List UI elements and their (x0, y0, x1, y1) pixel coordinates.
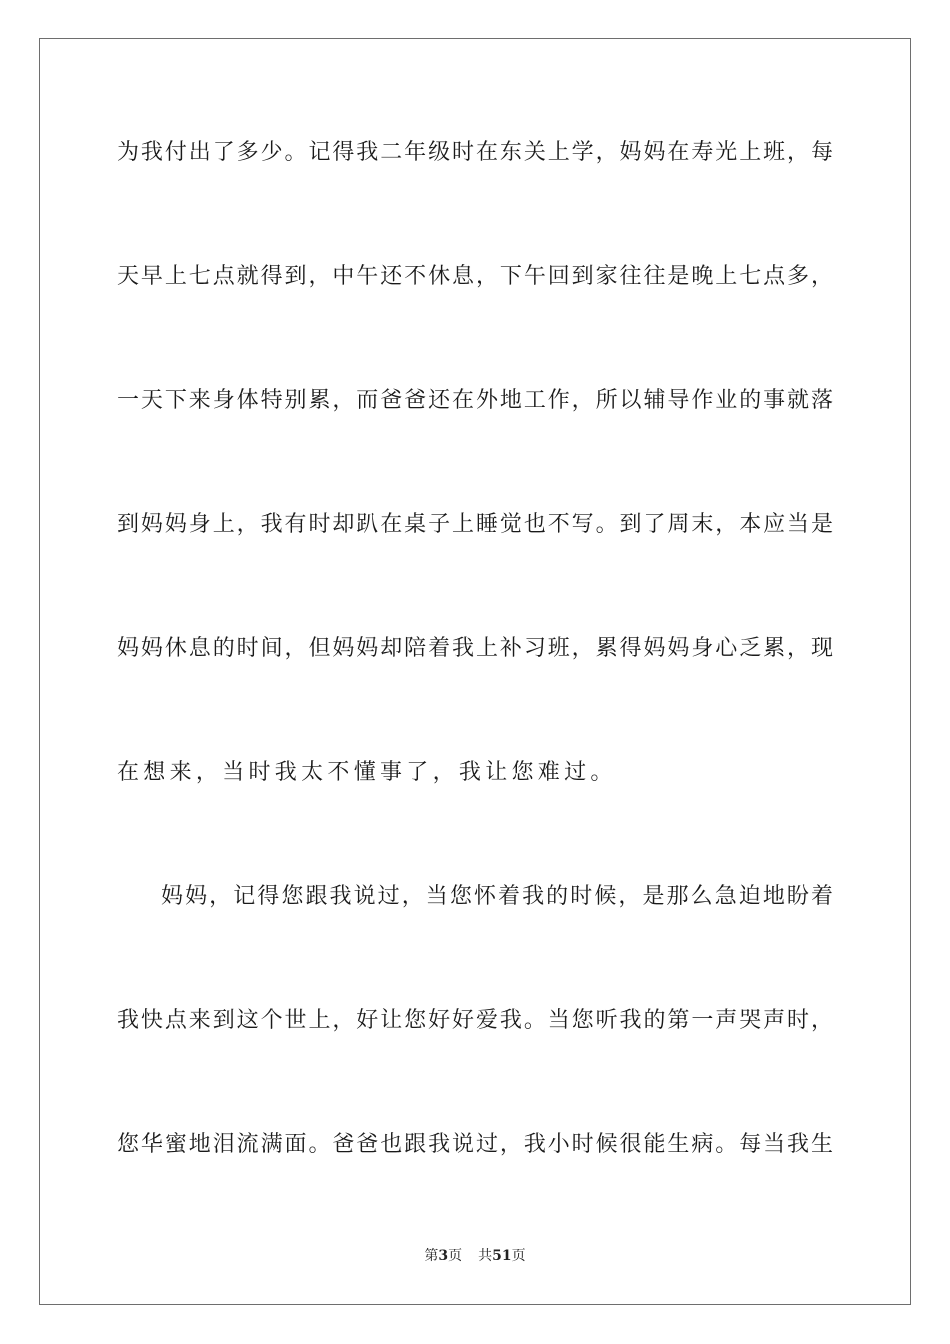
text-line-3: 一天下来身体特别累，而爸爸还在外地工作，所以辅导作业的事就落 (117, 388, 833, 413)
text-line-1: 为我付出了多少。记得我二年级时在东关上学，妈妈在寿光上班，每 (117, 140, 833, 165)
total-page-count: 51 (492, 1248, 512, 1264)
text-line-8: 我快点来到这个世上，好让您好好爱我。当您听我的第一声哭声时， (117, 1008, 833, 1033)
text-line-5: 妈妈休息的时间，但妈妈却陪着我上补习班，累得妈妈身心乏累，现 (117, 636, 833, 661)
text-line-9: 您华蜜地泪流满面。爸爸也跟我说过，我小时候很能生病。每当我生 (117, 1132, 833, 1157)
paragraph-start-line: 妈妈，记得您跟我说过，当您怀着我的时候，是那么急迫地盼着 (161, 884, 833, 909)
page-suffix: 页 (448, 1248, 463, 1264)
text-line-2: 天早上七点就得到，中午还不休息，下午回到家往往是晚上七点多， (117, 264, 833, 289)
page-footer (0, 1246, 950, 1266)
total-prefix: 共 (478, 1248, 493, 1264)
page-prefix: 第 (424, 1248, 439, 1264)
page-border (39, 38, 911, 1305)
text-line-4: 到妈妈身上，我有时却趴在桌子上睡觉也不写。到了周末，本应当是 (117, 512, 833, 537)
total-suffix: 页 (511, 1248, 526, 1264)
current-page-number: 3 (438, 1248, 449, 1264)
text-line-6: 在想来，当时我太不懂事了，我让您难过。 (117, 760, 617, 785)
